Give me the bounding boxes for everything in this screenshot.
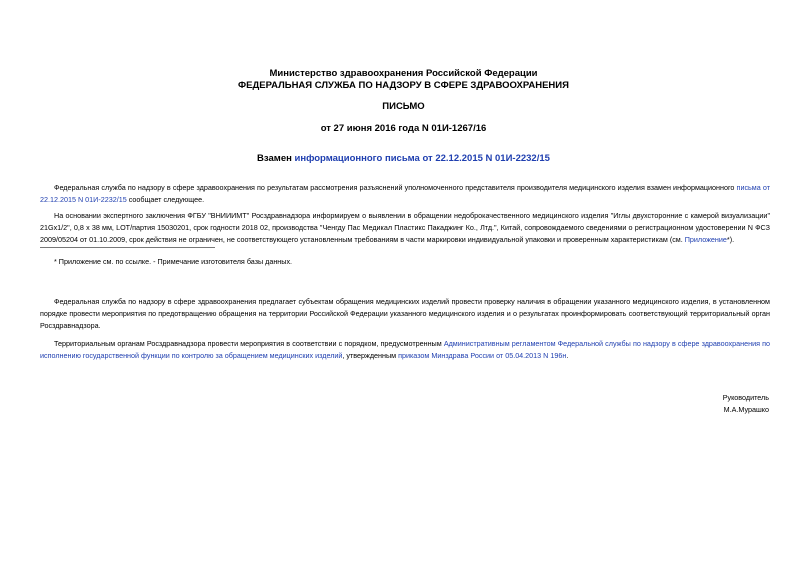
paragraph-3: Федеральная служба по надзору в сфере здравоохранения предлагает субъектам обращения медицинских изделий провести проверку наличия в обращении указанного медицинского изделия, в установленном порядке провести мероприятия по предотвращению обращения на территории Российской Федерации указанного медицинского изделия и о результатах проинформировать соответствующий территориальный орган Росздравнадзора. bbox=[40, 297, 770, 330]
paragraph-4 bbox=[40, 338, 770, 362]
paragraph-2 bbox=[40, 210, 770, 246]
paragraph-4-mid: , утвержденным bbox=[342, 351, 399, 360]
replaced-letter-link[interactable]: информационного письма от 22.12.2015 N 01И-2232/15 bbox=[294, 153, 550, 164]
footnote: * Приложение см. по ссылке. - Примечание изготовителя базы данных. bbox=[54, 257, 293, 266]
regulation-link[interactable]: Административным регламентом Федеральной службы по надзору в сфере здравоохранения по исполнению государственной функции по контролю за обращением медицинских изделий bbox=[40, 339, 770, 360]
paragraph-1-tail: сообщает следующее. bbox=[126, 195, 205, 204]
paragraph-2-text: На основании экспертного заключения ФГБУ "ВНИИИМТ" Росздравнадзора информируем о выявлении в обращении недоброкачественного медицинского изделия "Иглы двухсторонние с камерой визуализации" 21Gx1/2", 0,8 х 38 мм, LOT/партия 15030201, срок годности 2018 02, производства "Ченгду Пас Медикал Пластикс Пакаджинг Ко., Лтд.", Китай, сопровождаемого сведениями о регистрационном удостоверении N ФСЗ 2009/05204 от 01.10.2009, срок действия не ограничен, не соответствующего установленным требованиям в части маркировки индивидуальной упаковки и проверенным характеристикам (см. bbox=[40, 211, 770, 244]
paragraph-4-tail: . bbox=[566, 351, 569, 360]
doc-date-number: от 27 июня 2016 года N 01И-1267/16 bbox=[320, 123, 487, 134]
paragraph-1-text: Федеральная служба по надзору в сфере здравоохранения по результатам рассмотрения разъяснений уполномоченного представителя производителя медицинского изделия взамен информационного bbox=[54, 183, 737, 192]
signature-name: М.А.Мурашко bbox=[723, 405, 769, 414]
signature-title: Руководитель bbox=[722, 393, 769, 402]
replace-prefix: Взамен bbox=[257, 153, 295, 164]
footnote-separator bbox=[40, 247, 215, 248]
paragraph-2-tail: *). bbox=[726, 235, 735, 244]
ministry-title: Министерство здравоохранения Российской Федерации bbox=[269, 68, 538, 79]
appendix-link[interactable]: Приложение bbox=[684, 235, 727, 244]
paragraph-4-text: Территориальным органам Росздравнадзора провести мероприятия в соответствии с порядком, предусмотренным bbox=[54, 339, 444, 348]
letter-link[interactable]: письма от 22.12.2015 N 01И-2232/15 bbox=[40, 183, 770, 204]
doc-type: ПИСЬМО bbox=[382, 101, 425, 112]
paragraph-1 bbox=[40, 182, 770, 206]
service-title: ФЕДЕРАЛЬНАЯ СЛУЖБА ПО НАДЗОРУ В СФЕРЕ ЗДРАВООХРАНЕНИЯ bbox=[238, 80, 569, 91]
replace-line bbox=[0, 153, 807, 165]
order-link[interactable]: приказом Минздрава России от 05.04.2013 N 196н bbox=[398, 351, 567, 360]
